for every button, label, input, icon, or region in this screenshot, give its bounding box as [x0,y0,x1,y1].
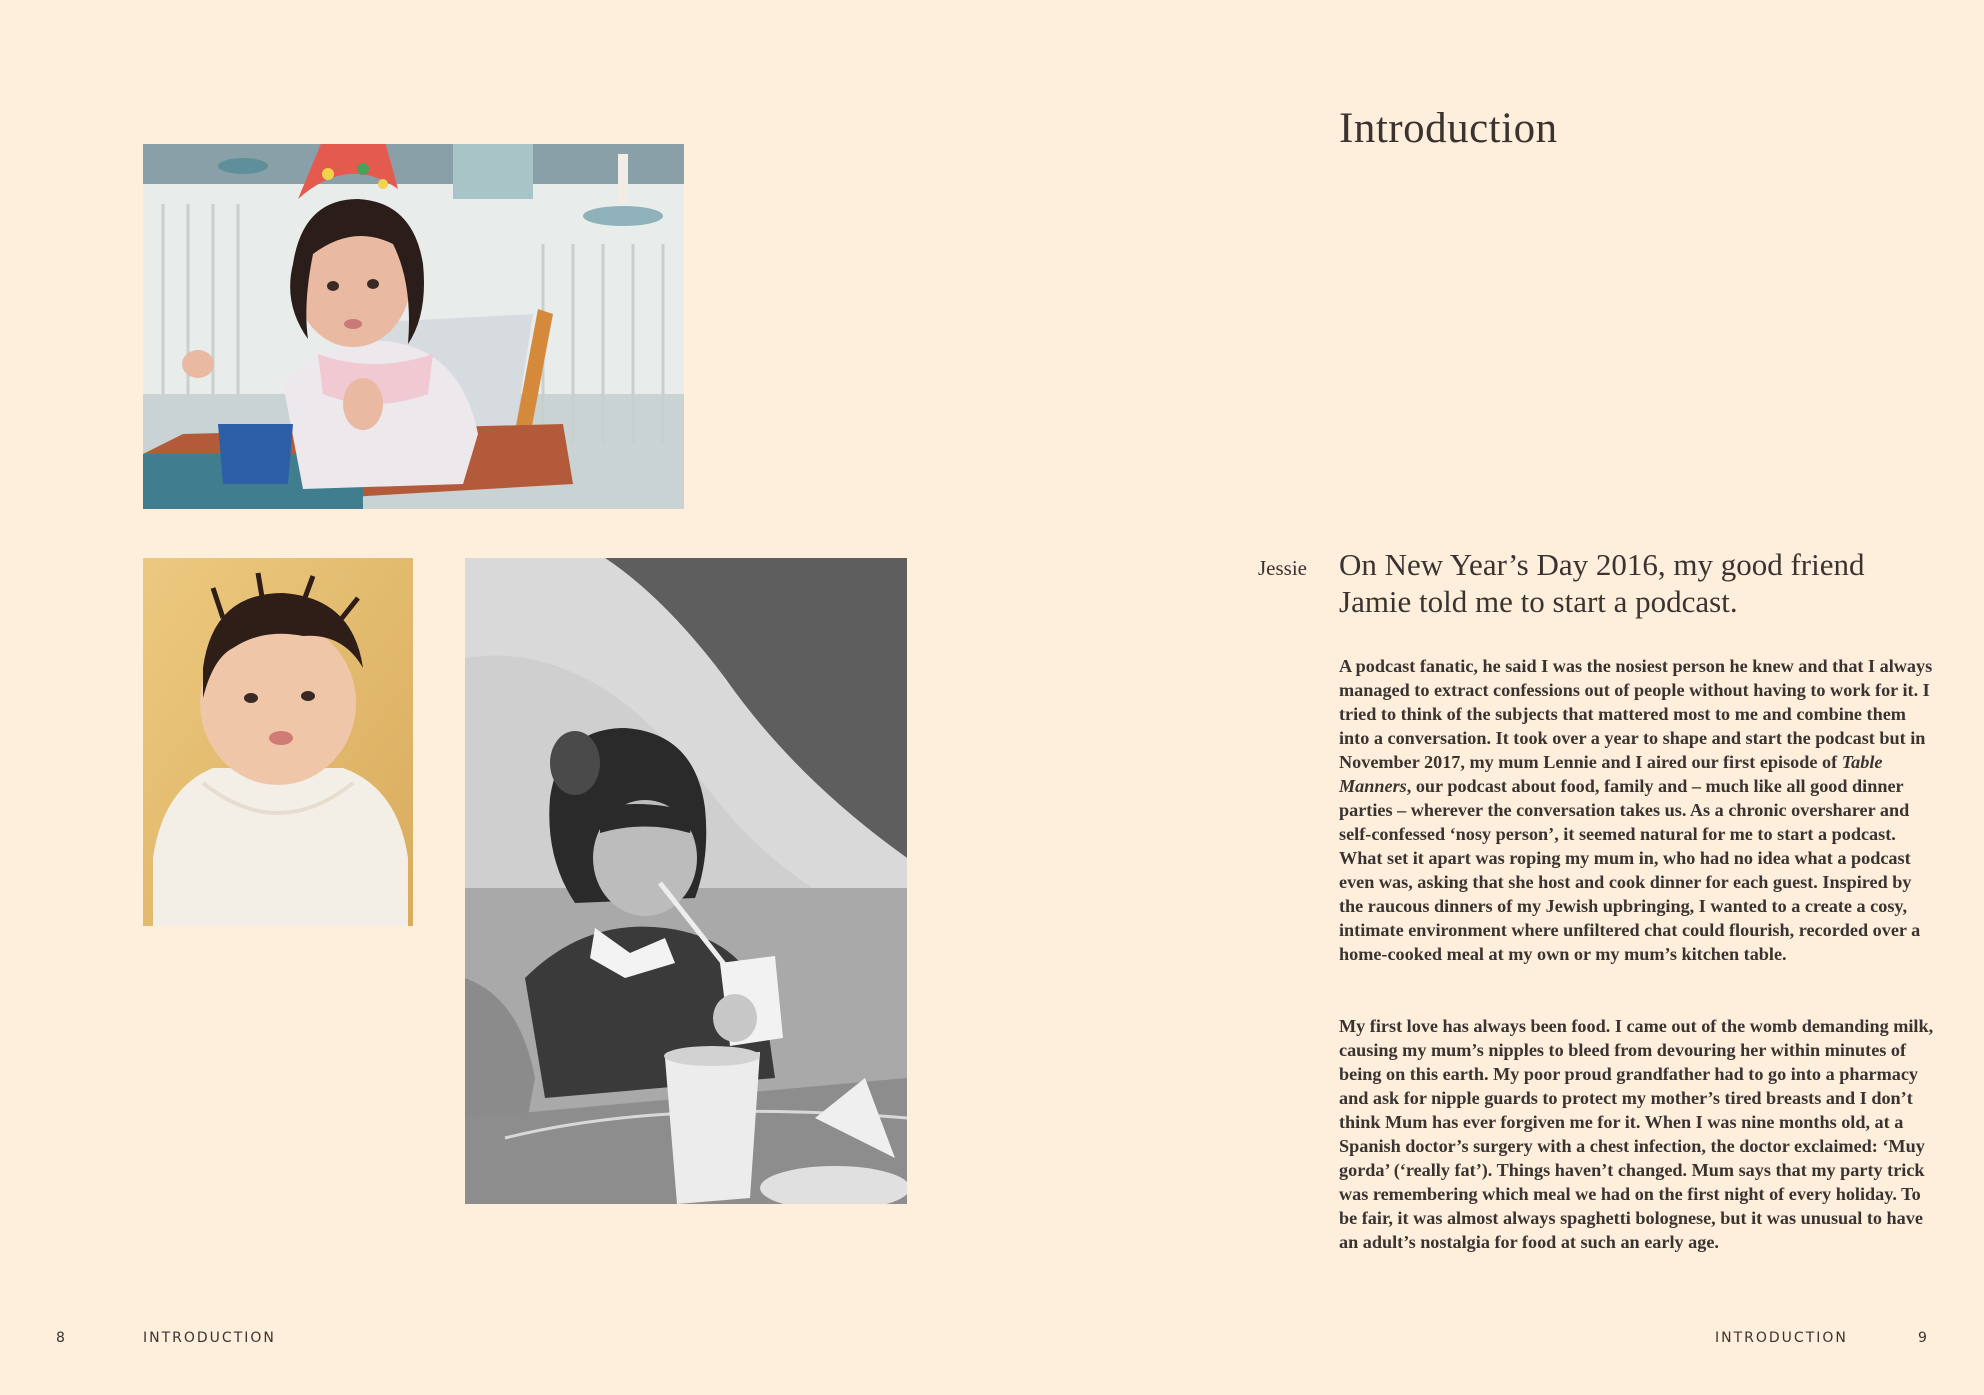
photo-baby-on-blanket [143,558,413,926]
page-number-right: 9 [1918,1330,1929,1346]
podcast-title: Table Manners [1339,752,1883,796]
body-paragraph-1 [1339,654,1939,966]
running-head-left: INTRODUCTION [143,1330,276,1346]
body-paragraph-1-part-a: A podcast fanatic, he said I was the nosiest person he knew and that I always managed to extract confessions out of people without having to work for it. I tried to think of the subjects that mattered most to me and combine them into a conversation. It took over a year to shape and start the podcast but in November 2017, my mum Lennie and I aired our first episode of [1339,656,1933,772]
page-title: Introduction [1339,105,1558,152]
lead-paragraph: On New Year’s Day 2016, my good friend Jamie told me to start a podcast. [1339,547,1865,619]
page-number-left: 8 [56,1330,67,1346]
photo-child-drinking-straw-bw [465,558,907,1204]
speaker-name: Jessie [1258,556,1307,580]
running-head-right: INTRODUCTION [1715,1330,1848,1346]
body-paragraph-2: My first love has always been food. I came out of the womb demanding milk, causing my mum’s nipples to bleed from devouring her within minutes of being on this earth. My poor proud grandfather had to go into a pharmacy and ask for nipple guards to protect my mother’s tired breasts and I don’t think Mum has ever forgiven me for it. When I was nine months old, at a Spanish doctor’s surgery with a chest infection, the doctor exclaimed: ‘Muy gorda’ (‘really fat’). Things haven’t changed. Mum says that my party trick was remembering which meal we had on the first night of every holiday. To be fair, it was almost always spaghetti bolognese, but it was unusual to have an adult’s nostalgia for food at such an early age. [1339,1016,1934,1252]
photo-toddler-party-hat [143,144,684,509]
body-paragraph-1-part-b: , our podcast about food, family and – much like all good dinner parties – wherever the conversation takes us. As a chronic oversharer and self-confessed ‘nosy person’, it seemed natural for me to start a podcast. What set it apart was roping my mum in, who had no idea what a podcast even was, asking that she host and cook dinner for each guest. Inspired by the raucous dinners of my Jewish upbringing, I wanted to a create a cosy, intimate environment where unfiltered chat could flourish, recorded over a home-cooked meal at my own or my mum’s kitchen table. [1339,776,1921,964]
